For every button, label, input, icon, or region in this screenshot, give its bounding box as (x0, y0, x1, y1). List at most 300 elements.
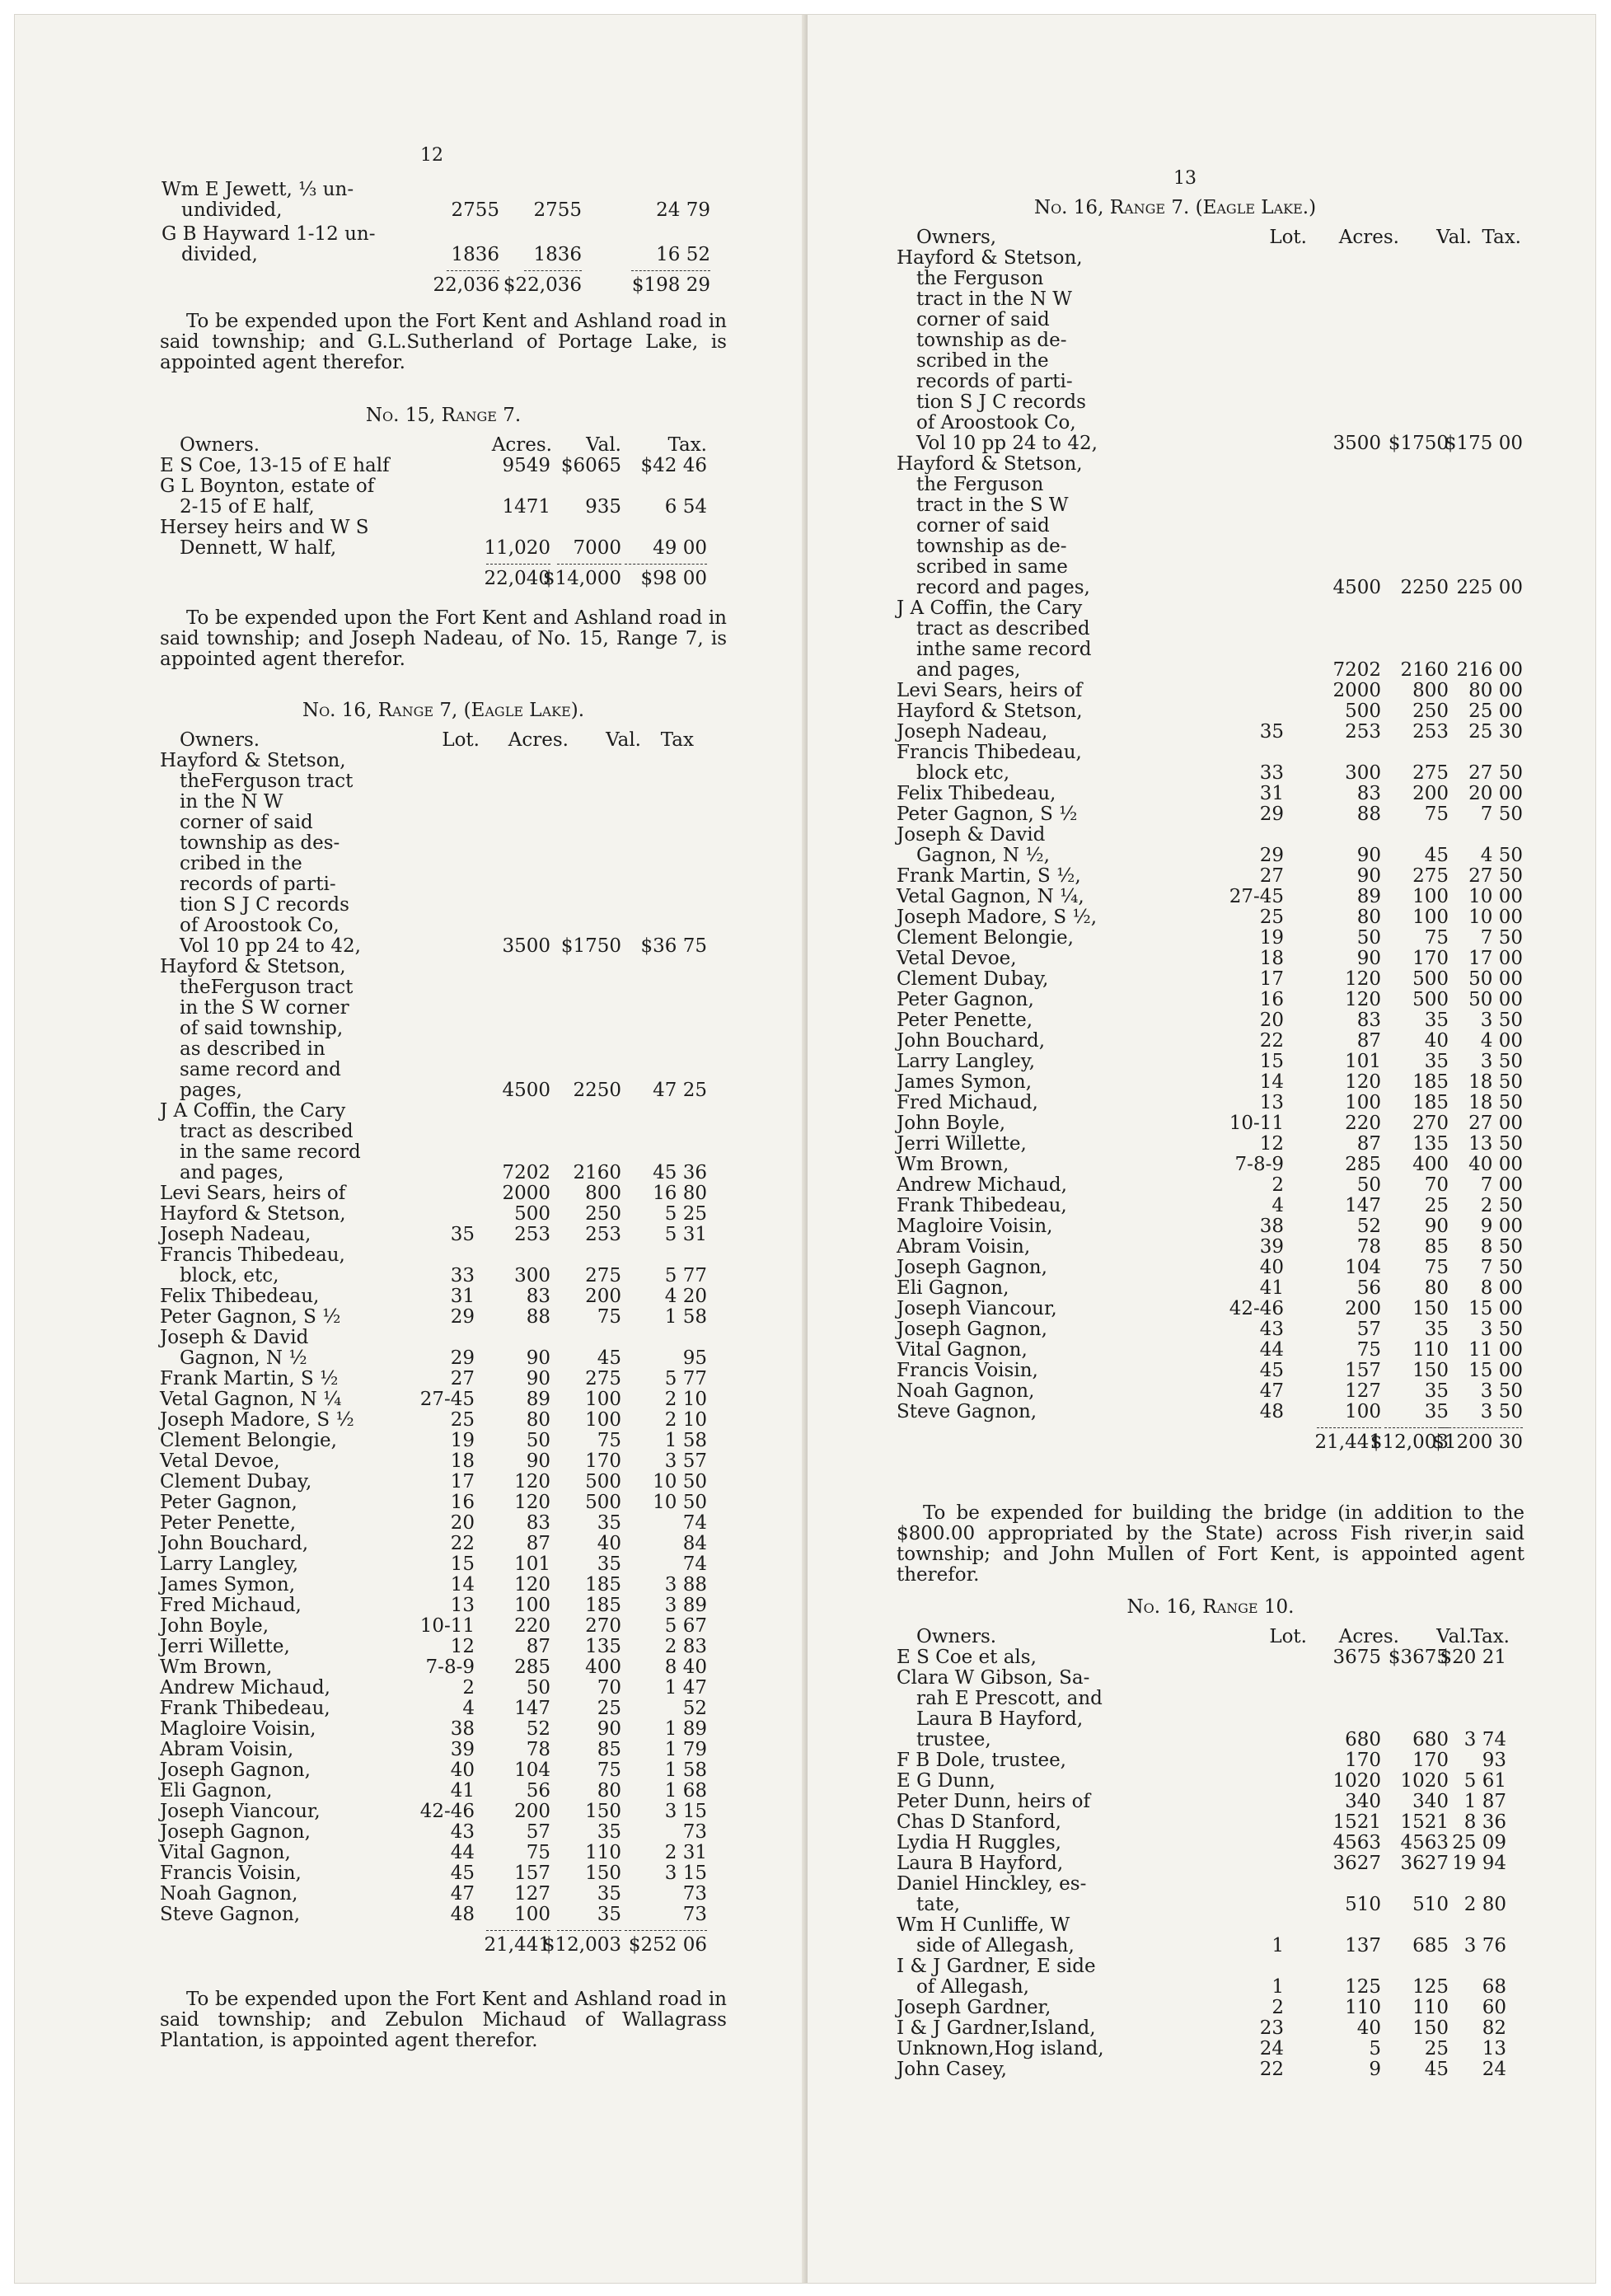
acres-cell: 7202 (502, 1162, 550, 1183)
total-acres: 22,036 (433, 274, 499, 296)
owner-name: rah E Prescott, and (916, 1688, 1103, 1709)
val-cell: 100 (1412, 907, 1449, 928)
lot-cell: 22 (1259, 1030, 1284, 1052)
owner-name: Joseph Gardner, (897, 1997, 1051, 2018)
owner-name: Vetal Gagnon, N ¼, (897, 886, 1084, 907)
acres-cell: 253 (1345, 721, 1381, 743)
table-row (897, 743, 1528, 763)
owner-name: Joseph & David (160, 1327, 309, 1348)
range-10-table (897, 1627, 1528, 2080)
acres-cell: 125 (1345, 1976, 1381, 1998)
owner-name: of Aroostook Co, (180, 915, 340, 936)
table-row-continuation (897, 516, 1528, 537)
val-cell: 70 (1424, 1174, 1449, 1196)
table-row (897, 598, 1528, 619)
table-row (160, 751, 737, 771)
tax-cell: 3 50 (1480, 1319, 1523, 1340)
owner-name: Peter Gagnon, S ½ (897, 804, 1078, 825)
owner-name: Peter Dunn, heirs of (897, 1791, 1090, 1812)
val-cell: 75 (597, 1306, 621, 1328)
acres-cell: 9549 (502, 455, 550, 476)
owner-name: 2-15 of E half, (180, 496, 315, 518)
owner-name: Joseph Viancour, (897, 1298, 1057, 1319)
owner-name: of Aroostook Co, (916, 412, 1076, 433)
column-header-tax: Tax. (1470, 1626, 1510, 1647)
owner-name: and pages, (916, 659, 1021, 681)
tax-cell: 16 80 (653, 1183, 707, 1204)
acres-cell: 340 (1345, 1791, 1381, 1812)
lot-cell: 19 (450, 1430, 475, 1451)
table-row (160, 1431, 737, 1451)
lot-cell: 14 (450, 1574, 475, 1595)
lot-cell: 22 (1259, 2059, 1284, 2080)
table-row (897, 1258, 1528, 1278)
total-row (160, 1935, 737, 1956)
table-row (897, 1998, 1528, 2018)
table-row (897, 928, 1528, 949)
val-cell: 45 (1424, 845, 1449, 866)
tax-cell: 2 10 (664, 1409, 707, 1431)
table-row-continuation (897, 269, 1528, 289)
table-row (897, 1216, 1528, 1237)
total-tax: $1200 30 (1432, 1431, 1523, 1453)
acres-cell: 78 (526, 1739, 550, 1760)
carry-table (162, 180, 738, 296)
table-row (897, 1792, 1528, 1812)
val-cell: 35 (1424, 1380, 1449, 1402)
acres-cell: 147 (1345, 1195, 1381, 1216)
tax-cell: 9 00 (1480, 1216, 1523, 1237)
tax-cell: 1 58 (664, 1430, 707, 1451)
lot-cell: 47 (450, 1883, 475, 1905)
acres-cell: 110 (1345, 1997, 1381, 2018)
val-cell: 35 (1424, 1010, 1449, 1031)
total-rule-line (1317, 1427, 1381, 1428)
val-cell: 75 (1424, 1257, 1449, 1278)
owner-name: Clara W Gibson, Sa- (897, 1667, 1090, 1689)
owner-name: E G Dunn, (897, 1770, 995, 1792)
header-row (897, 1627, 1528, 1647)
val-cell: $1750 (1388, 433, 1449, 454)
acres-cell: 90 (526, 1368, 550, 1389)
val-cell: 100 (585, 1389, 621, 1410)
table-row (160, 1369, 737, 1389)
lot-cell: 29 (1259, 804, 1284, 825)
acres-cell: 80 (526, 1409, 550, 1431)
owner-name: John Boyle, (160, 1615, 269, 1637)
tax-cell: 1 87 (1463, 1791, 1506, 1812)
acres-cell: 120 (1345, 968, 1381, 990)
section-heading: No. 16, Range 7, (Eagle Lake). (302, 700, 585, 721)
owner-name: Peter Penette, (160, 1512, 297, 1534)
tax-cell: 68 (1482, 1976, 1506, 1998)
owner-name: cribed in the (180, 853, 302, 874)
acres-cell: 220 (514, 1615, 550, 1637)
table-row (897, 784, 1528, 804)
val-cell: 2755 (533, 199, 582, 221)
owner-name: Eli Gagnon, (160, 1780, 273, 1802)
column-header-acres: Acres. (1338, 1626, 1399, 1647)
column-header-owners: Owners. (180, 729, 260, 751)
val-cell: 135 (585, 1636, 621, 1657)
tax-cell: 47 25 (653, 1080, 707, 1101)
total-acres: 22,040 (484, 568, 550, 589)
note-paragraph: To be expended for building the bridge (in addition to the $800.00 appropriated by the State) across Fish river,in said township; and John Mullen of Fort Kent, is appointed agent therefor. (897, 1502, 1524, 1586)
table-row (160, 518, 737, 538)
table-row (897, 1956, 1528, 1977)
lot-cell: 33 (1259, 762, 1284, 784)
note-paragraph: To be expended upon the Fort Kent and Ashland road in said township; and Zebulon Michaud of Wallagrass Plantation, is appointed agent therefor. (160, 1989, 727, 2051)
lot-cell: 25 (1259, 907, 1284, 928)
table-row-continuation (160, 1163, 737, 1183)
lot-cell: 1 (1271, 1976, 1284, 1998)
val-cell: 4563 (1400, 1832, 1449, 1853)
val-cell: 200 (585, 1286, 621, 1307)
acres-cell: 75 (1356, 1339, 1381, 1361)
val-cell: 45 (1424, 2059, 1449, 2080)
table-row (160, 1863, 737, 1884)
lot-cell: 31 (1259, 783, 1284, 804)
owner-name: Hayford & Stetson, (160, 956, 346, 977)
acres-cell: 157 (1345, 1360, 1381, 1381)
table-row (897, 722, 1528, 743)
table-row-continuation (897, 330, 1528, 351)
tax-cell: 15 00 (1468, 1360, 1523, 1381)
lot-cell: 18 (1259, 948, 1284, 969)
lot-cell: 20 (450, 1512, 475, 1534)
lot-cell: 4 (462, 1698, 475, 1719)
table-row (897, 1402, 1528, 1422)
owner-name: Joseph & David (897, 824, 1046, 846)
acres-cell: 50 (1356, 927, 1381, 949)
tax-cell: 74 (682, 1512, 707, 1534)
table-row-continuation (160, 497, 737, 518)
val-cell: 275 (1412, 865, 1449, 887)
val-cell: 935 (585, 496, 621, 518)
val-cell: 80 (597, 1780, 621, 1802)
owner-name: Hayford & Stetson, (160, 1203, 346, 1225)
table-row-continuation (160, 1266, 737, 1286)
tax-cell: 24 (1482, 2059, 1506, 2080)
tax-cell: $175 00 (1444, 433, 1523, 454)
table-row-continuation (160, 813, 737, 833)
table-row-continuation (897, 351, 1528, 372)
owner-name: I & J Gardner, E side (897, 1956, 1096, 1977)
table-row-continuation (160, 1348, 737, 1369)
column-header-acres: Acres. (508, 729, 569, 751)
total-rule-line (486, 1930, 550, 1931)
acres-cell: 75 (526, 1842, 550, 1863)
lot-cell: 2 (1271, 1174, 1284, 1196)
owner-name: E S Coe et als, (897, 1647, 1037, 1668)
total-val: $12,003 (542, 1934, 621, 1956)
owner-name: tract as described (916, 618, 1090, 640)
acres-cell: 101 (514, 1553, 550, 1575)
val-cell: 253 (1412, 721, 1449, 743)
table-row (160, 1225, 737, 1245)
acres-cell: 1521 (1332, 1811, 1381, 1833)
table-row (897, 1052, 1528, 1072)
lot-cell: 24 (1259, 2038, 1284, 2059)
tax-cell: 1 79 (664, 1739, 707, 1760)
tax-cell: 13 50 (1468, 1133, 1523, 1155)
table-row (897, 1031, 1528, 1052)
lot-cell: 43 (450, 1821, 475, 1843)
owner-name: theFerguson tract (180, 977, 354, 998)
tax-cell: 25 00 (1468, 701, 1523, 722)
table-row-continuation (897, 578, 1528, 598)
owner-name: in the S W corner (180, 997, 349, 1019)
lot-cell: 29 (450, 1347, 475, 1369)
table-row (160, 1595, 737, 1616)
total-row (160, 569, 737, 589)
owner-name: the Ferguson (916, 474, 1044, 495)
val-cell: 110 (585, 1842, 621, 1863)
owner-name: F B Dole, trustee, (897, 1750, 1066, 1771)
lot-cell: 12 (1259, 1133, 1284, 1155)
table-row (160, 1389, 737, 1410)
owner-name: Laura B Hayford, (916, 1708, 1084, 1730)
table-row (897, 2039, 1528, 2059)
owner-name: corner of said (180, 812, 313, 833)
val-cell: 75 (1424, 804, 1449, 825)
tax-cell: 50 00 (1468, 968, 1523, 990)
owner-name: Peter Gagnon, (160, 1492, 297, 1513)
range-16-table (897, 227, 1528, 1453)
tax-cell: 3 50 (1480, 1051, 1523, 1072)
header-row (160, 435, 737, 456)
owner-name: Steve Gagnon, (897, 1401, 1037, 1422)
acres-cell: 101 (1345, 1051, 1381, 1072)
tax-cell: 216 00 (1456, 659, 1523, 681)
total-val: $14,000 (542, 568, 621, 589)
lot-cell: 17 (450, 1471, 475, 1492)
table-row-continuation (897, 640, 1528, 660)
acres-cell: 285 (514, 1656, 550, 1678)
val-cell: 35 (597, 1553, 621, 1575)
val-cell: $6065 (560, 455, 621, 476)
tax-cell: 10 00 (1468, 907, 1523, 928)
tax-cell: 10 50 (653, 1471, 707, 1492)
owner-name: Joseph Gagnon, (160, 1821, 311, 1843)
val-cell: 40 (597, 1533, 621, 1554)
column-header-val: Val. (586, 434, 621, 456)
owner-name: divided, (181, 244, 258, 265)
val-cell: 110 (1412, 1339, 1449, 1361)
acres-cell: 1471 (502, 496, 550, 518)
val-cell: 150 (585, 1863, 621, 1884)
section-heading: No. 16, Range 7. (Eagle Lake.) (1033, 197, 1317, 218)
owner-name: Francis Voisin, (897, 1360, 1038, 1381)
tax-cell: 73 (682, 1904, 707, 1925)
tax-cell: 3 50 (1480, 1010, 1523, 1031)
owner-name: Unknown,Hog island, (897, 2038, 1104, 2059)
tax-cell: 40 00 (1468, 1154, 1523, 1175)
owner-name: Hayford & Stetson, (897, 701, 1083, 722)
owner-name: tract in the S W (916, 494, 1069, 516)
lot-cell: 35 (450, 1224, 475, 1245)
table-row (160, 1719, 737, 1740)
owner-name: Clement Dubay, (160, 1471, 312, 1492)
owner-name: Laura B Hayford, (897, 1853, 1064, 1874)
lot-cell: 35 (1259, 721, 1284, 743)
table-row (160, 1699, 737, 1719)
acres-cell: 57 (526, 1821, 550, 1843)
table-row-continuation (160, 1039, 737, 1060)
val-cell: 185 (1412, 1092, 1449, 1113)
lot-cell: 2 (462, 1677, 475, 1699)
owner-name: Clement Belongie, (897, 927, 1074, 949)
table-row (897, 825, 1528, 846)
tax-cell: 225 00 (1456, 577, 1523, 598)
tax-cell: 25 30 (1468, 721, 1523, 743)
acres-cell: 9 (1369, 2059, 1381, 2080)
acres-cell: 2000 (502, 1183, 550, 1204)
owner-name: tract in the N W (916, 288, 1072, 310)
val-cell: 270 (1412, 1113, 1449, 1134)
owner-name: tion S J C records (180, 894, 349, 916)
acres-cell: 87 (526, 1636, 550, 1657)
acres-cell: 4563 (1332, 1832, 1381, 1853)
owner-name: records of parti- (916, 371, 1073, 392)
owner-name: G B Hayward 1-12 un- (162, 223, 376, 245)
acres-cell: 300 (1345, 762, 1381, 784)
owner-name: Clement Dubay, (897, 968, 1049, 990)
acres-cell: 120 (514, 1574, 550, 1595)
total-row (162, 275, 738, 296)
lot-cell: 22 (450, 1533, 475, 1554)
owner-name: John Bouchard, (897, 1030, 1046, 1052)
table-row-continuation (897, 413, 1528, 433)
acres-cell: 104 (514, 1759, 550, 1781)
acres-cell: 500 (514, 1203, 550, 1225)
tax-cell: 2 50 (1480, 1195, 1523, 1216)
lot-cell: 40 (1259, 1257, 1284, 1278)
total-rule-line (625, 1930, 707, 1931)
tax-cell: 24 79 (656, 199, 710, 221)
table-row (160, 1472, 737, 1492)
lot-cell: 48 (450, 1904, 475, 1925)
table-row-continuation (160, 1122, 737, 1142)
val-cell: 35 (1424, 1319, 1449, 1340)
table-row-continuation (160, 977, 737, 998)
acres-cell: 120 (514, 1471, 550, 1492)
owner-name: theFerguson tract (180, 771, 354, 792)
total-rule-line (625, 564, 707, 565)
acres-cell: 200 (514, 1801, 550, 1822)
tax-cell: 25 09 (1452, 1832, 1506, 1853)
lot-cell: 29 (1259, 845, 1284, 866)
val-cell: 70 (597, 1677, 621, 1699)
owner-name: Fred Michaud, (897, 1092, 1038, 1113)
tax-cell: 18 50 (1468, 1071, 1523, 1093)
table-row (897, 804, 1528, 825)
val-cell: 275 (585, 1368, 621, 1389)
val-cell: 25 (1424, 2038, 1449, 2059)
lot-cell: 39 (450, 1739, 475, 1760)
table-row (160, 957, 737, 977)
owner-name: township as de- (916, 536, 1067, 557)
tax-cell: 1 68 (664, 1780, 707, 1802)
column-header-owners: Owners. (180, 434, 260, 456)
tax-cell: 4 00 (1480, 1030, 1523, 1052)
tax-cell: 8 36 (1463, 1811, 1506, 1833)
acres-cell: 89 (526, 1389, 550, 1410)
val-cell: 2250 (573, 1080, 621, 1101)
table-row-continuation (897, 557, 1528, 578)
table-row-continuation (160, 833, 737, 854)
lot-cell: 12 (450, 1636, 475, 1657)
val-cell: 80 (1424, 1277, 1449, 1299)
table-row (160, 1740, 737, 1760)
val-cell: 500 (585, 1471, 621, 1492)
owner-name: Wm H Cunliffe, W (897, 1914, 1070, 1936)
tax-cell: 52 (682, 1698, 707, 1719)
val-cell: 275 (585, 1265, 621, 1286)
table-row (897, 887, 1528, 907)
lot-cell: 20 (1259, 1010, 1284, 1031)
val-cell: 250 (1412, 701, 1449, 722)
owner-name: Joseph Gagnon, (160, 1759, 311, 1781)
val-cell: 85 (1424, 1236, 1449, 1258)
acres-cell: 56 (526, 1780, 550, 1802)
val-cell: 45 (597, 1347, 621, 1369)
table-row (897, 1319, 1528, 1340)
tax-cell: 18 50 (1468, 1092, 1523, 1113)
section-heading: No. 16, Range 10. (1126, 1596, 1295, 1618)
acres-cell: 1020 (1332, 1770, 1381, 1792)
table-row (897, 454, 1528, 475)
owner-name: tract as described (180, 1121, 354, 1142)
owner-name: Wm Brown, (897, 1154, 1009, 1175)
acres-cell: 127 (514, 1883, 550, 1905)
table-row-continuation (160, 936, 737, 957)
table-row-continuation (160, 1080, 737, 1101)
val-cell: 170 (1412, 1750, 1449, 1771)
lot-cell: 48 (1259, 1401, 1284, 1422)
table-row (160, 456, 737, 476)
tax-cell: 2 83 (664, 1636, 707, 1657)
owner-name: Hersey heirs and W S (160, 517, 369, 538)
owner-name: Felix Thibedeau, (160, 1286, 320, 1307)
acres-cell: 2000 (1332, 680, 1381, 701)
owner-name: Peter Gagnon, (897, 989, 1034, 1010)
table-row (897, 1812, 1528, 1833)
total-tax: $198 29 (631, 274, 710, 296)
tax-cell: 15 00 (1468, 1298, 1523, 1319)
val-cell: 90 (1424, 1216, 1449, 1237)
acres-cell: 89 (1356, 886, 1381, 907)
owner-name: Chas D Stanford, (897, 1811, 1061, 1833)
owner-name: trustee, (916, 1729, 991, 1750)
acres-cell: 200 (1345, 1298, 1381, 1319)
val-cell: 250 (585, 1203, 621, 1225)
acres-cell: 300 (514, 1265, 550, 1286)
val-cell: 150 (1412, 2017, 1449, 2039)
table-row-continuation (162, 245, 738, 265)
owner-name: Vital Gagnon, (897, 1339, 1028, 1361)
owner-name: Frank Martin, S ½, (897, 865, 1081, 887)
table-row-continuation (897, 619, 1528, 640)
lot-cell: 27-45 (1229, 886, 1284, 907)
val-cell: 1521 (1400, 1811, 1449, 1833)
column-header-lot: Lot. (1269, 1626, 1307, 1647)
lot-cell: 1 (1271, 1935, 1284, 1956)
tax-cell: 16 52 (656, 244, 710, 265)
table-row-continuation (897, 1977, 1528, 1998)
lot-cell: 42-46 (1229, 1298, 1284, 1319)
val-cell: 35 (1424, 1401, 1449, 1422)
